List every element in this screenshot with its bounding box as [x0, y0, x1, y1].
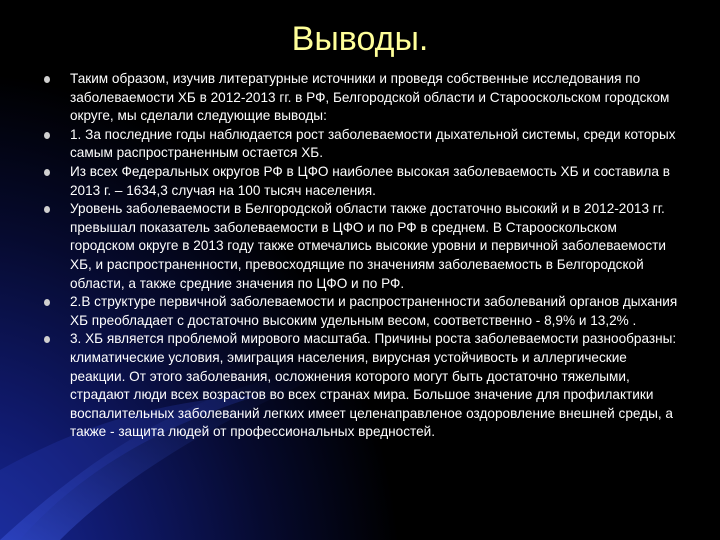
bullet-icon — [44, 76, 50, 83]
list-item-text: 3. ХБ является проблемой мирового масштаба. Причины роста заболеваемости разнообразны: климатические условия, эмиграция населения, вирусная устойчивость и аллергические реакции. От этого заболевания, осложнения которого могут быть достаточно тяжелыми, страдают люди всех возрастов во всех странах мира. Большое значение для профилактики воспалительных заболеваний легких имеет целенаправленое оздоровление внешней среды, а также - защита людей от профессиональных вредностей. — [70, 331, 677, 440]
list-item — [44, 293, 684, 330]
list-item — [44, 163, 684, 200]
list-item-text: Из всех Федеральных округов РФ в ЦФО наиболее высокая заболеваемость ХБ и составила в 2013 г. – 1634,3 случая на 100 тысяч населения. — [70, 163, 670, 198]
list-item-text: Таким образом, изучив литературные источники и проведя собственные исследования по заболеваемости ХБ в 2012-2013 гг. в РФ, Белгородской области и Старооскольском городском округе, мы сделали следующие выводы: — [70, 71, 670, 124]
list-item-text: Уровень заболеваемости в Белгородской области также достаточно высокий и в 2012-2013 гг. превышал показатель заболеваемости в ЦФО и по РФ в среднем. В Старооскольском городском округе в 2013 году также отмечались высокие уровни и первичной заболеваемости ХБ, и распространенности, превосходящие по значениям заболеваемость в Белгородской области, а также средние значения по ЦФО и по РФ. — [70, 201, 666, 291]
bullet-icon — [44, 169, 50, 176]
bullet-icon — [44, 132, 50, 139]
list-item — [44, 70, 684, 126]
list-item-text: 1. За последние годы наблюдается рост заболеваемости дыхательной системы, среди которых самым распространенным остается ХБ. — [70, 126, 676, 161]
list-item — [44, 200, 684, 293]
bullet-icon — [44, 336, 50, 343]
list-item — [44, 330, 684, 442]
slide-title: Выводы. — [291, 20, 429, 58]
bullet-icon — [44, 299, 50, 306]
list-item — [44, 126, 684, 163]
list-item-text: 2.В структуре первичной заболеваемости и распространенности заболеваний органов дыхания ХБ преобладает с достаточно высоким удельным весом, соответственно - 8,9% и 13,2% . — [70, 294, 678, 328]
conclusions-list — [44, 70, 684, 442]
bullet-icon — [44, 206, 50, 213]
